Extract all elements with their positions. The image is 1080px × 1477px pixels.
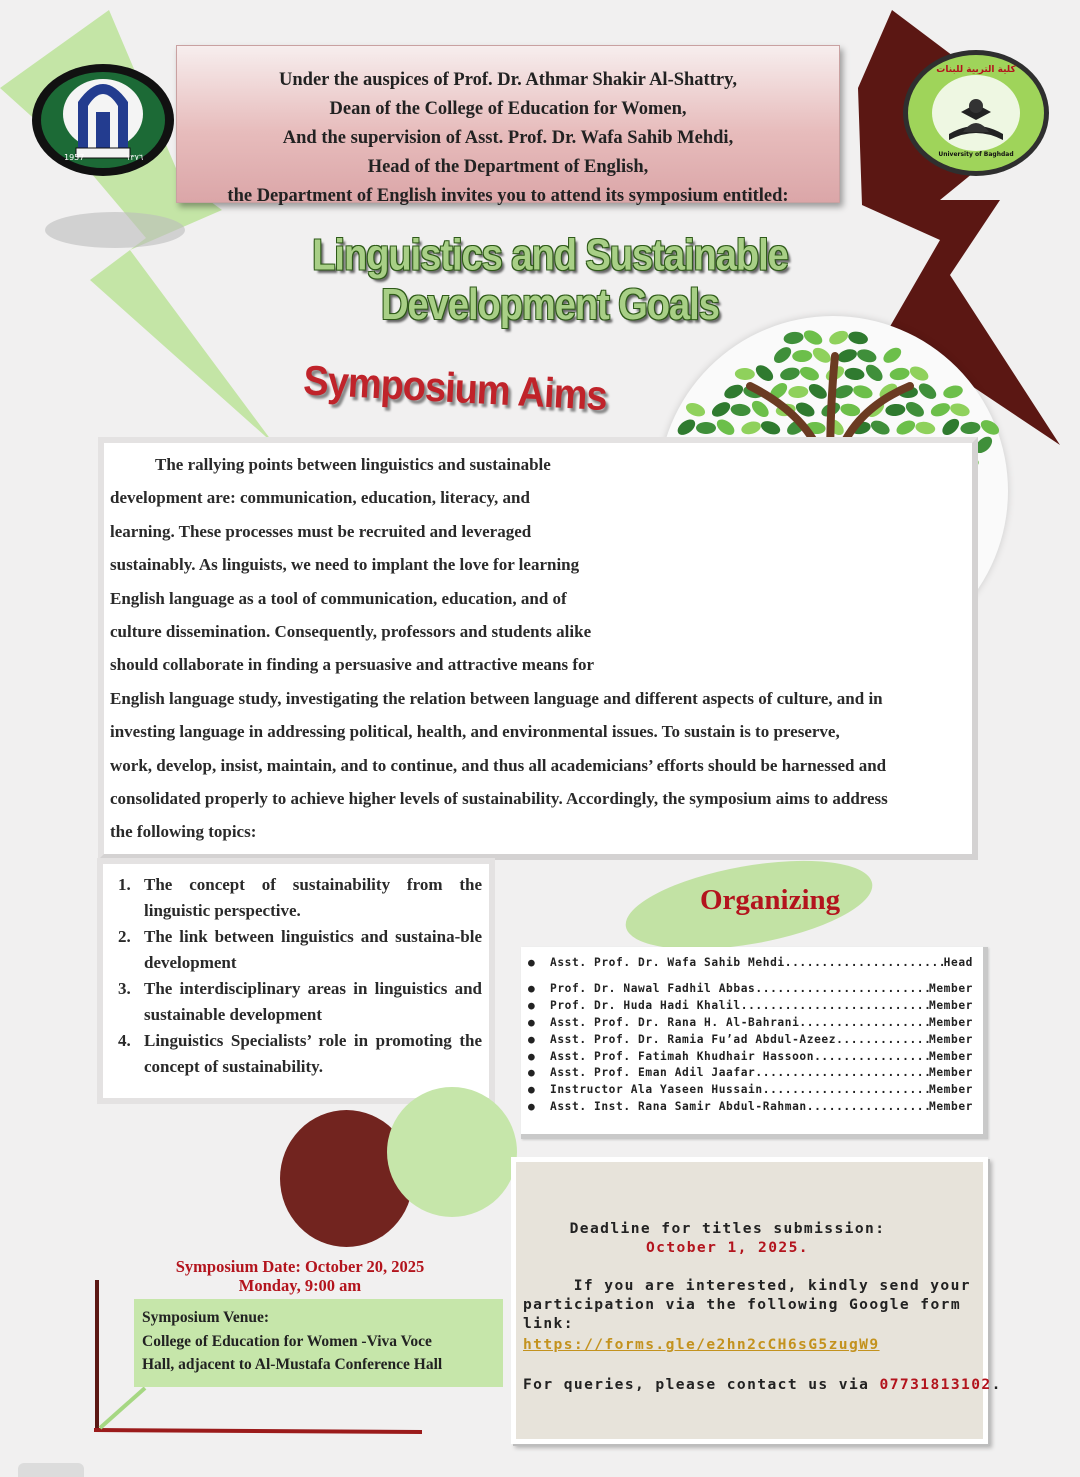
aims-heading: Symposium Aims: [302, 357, 608, 420]
aims-line: the following topics:: [110, 822, 257, 842]
tree-leaf: [810, 345, 833, 366]
corner-line-horizontal: [94, 1430, 422, 1432]
aims-paragraph: [110, 448, 970, 849]
venue-panel: [134, 1299, 503, 1387]
contact-phone[interactable]: 07731813102: [879, 1376, 992, 1393]
google-form-link[interactable]: https://forms.gle/e2hn2cCH6sG5zugW9: [523, 1336, 880, 1353]
aims-line: work, develop, insist, maintain, and to continue, and thus all academicians’ efforts should be harnessed and: [110, 755, 887, 775]
header-line: the Department of English invites you to attend its symposium entitled:: [227, 186, 789, 206]
aims-line: The rallying points between linguistics and sustainable: [155, 455, 551, 474]
tree-leaf: [779, 366, 801, 382]
aims-line: learning. These processes must be recruited and leveraged: [110, 521, 532, 541]
tree-leaf: [863, 362, 886, 385]
venue-line: College of Education for Women -Viva Voce: [142, 1332, 432, 1350]
topic-item: 2. The link between linguistics and sustaina-ble development: [118, 927, 482, 972]
committee-member: ● Prof. Dr. Nawal Fadhil Abbas ..... Member: [528, 981, 973, 998]
symposium-title: Linguistics and Sustainable Development Goals: [312, 231, 788, 330]
logo-shadow: [45, 212, 185, 248]
tree-leaf: [939, 416, 962, 438]
logo-english-bottom: University of Baghdad: [938, 151, 1014, 158]
deadline-date: October 1, 2025.: [646, 1239, 809, 1256]
bottom-tab: [18, 1463, 84, 1477]
logo-year-text: 1957: [64, 153, 85, 162]
committee-member: ● Asst. Inst. Rana Samir Abdul-Rahman ..... Member: [528, 1099, 973, 1116]
tree-leaf: [894, 418, 917, 438]
contact-prefix: For queries, please contact us via: [523, 1376, 870, 1393]
tree-leaf: [869, 418, 892, 438]
tree-leaf: [855, 347, 878, 365]
invitation-header: [176, 45, 840, 206]
venue-line: Hall, adjacent to Al-Mustafa Conference Hall: [142, 1356, 443, 1373]
tree-leaf: [885, 403, 906, 417]
header-line: Head of the Department of English,: [367, 157, 649, 177]
symposium-date: Symposium Date: October 20, 2025: [175, 1257, 425, 1276]
aims-line: English language as a tool of communication, education, and of: [110, 588, 567, 608]
invite-line: participation via the following Google form link:: [523, 1296, 962, 1332]
logo-arabic-year: ١٣٧٦: [126, 153, 144, 162]
tree-leaf: [788, 385, 809, 398]
tree-leaf: [914, 420, 936, 435]
topic-item: 1. The concept of sustainability from the linguistic perspective.: [118, 875, 482, 920]
aims-line: English language study, investigating the relation between language and different aspects of culture, and in: [110, 688, 883, 708]
tree-leaf: [949, 401, 972, 418]
committee-member: ● Asst. Prof. Eman Adil Jaafar ..... Member: [528, 1065, 973, 1082]
tree-leaf: [929, 401, 952, 419]
tree-leaf: [881, 345, 904, 366]
tree-leaf: [714, 416, 737, 438]
tree-leaf: [749, 398, 772, 420]
tree-leaf: [844, 367, 865, 381]
organizing-heading: Organizing: [700, 884, 841, 916]
logo-arabic-college: كلية التربية للبنات: [936, 65, 1016, 75]
aims-line: investing language in addressing political, health, and environmental issues. To sustain is to preserve,: [110, 722, 840, 742]
aims-line: development are: communication, education, literacy, and: [110, 488, 530, 508]
committee-member: ● Instructor Ala Yaseen Hussain ..... Member: [528, 1082, 973, 1099]
tree-leaf: [836, 347, 859, 365]
tree-leaf: [798, 364, 821, 383]
tree-leaf: [942, 383, 964, 400]
committee-member: ● Asst. Prof. Dr. Ramia Fu’ad Abdul-Azeez ..... Member: [528, 1032, 973, 1049]
tree-leaf: [783, 331, 804, 346]
tree-leaf: [889, 366, 911, 381]
committee-member: ● Asst. Prof. Dr. Rana H. Al-Bahrani ..... Member: [528, 1015, 973, 1032]
tree-leaf: [960, 421, 981, 435]
tree-leaf: [907, 364, 930, 384]
tree-leaf: [722, 382, 745, 401]
tree-leaf: [903, 399, 926, 420]
deadline-label: Deadline for titles submission:: [569, 1220, 886, 1237]
aims-line: should collaborate in finding a persuasive and attractive means for: [110, 655, 595, 675]
committee-member: ● Prof. Dr. Huda Hadi Khalil ..... Member: [528, 998, 973, 1015]
tree-leaf: [839, 402, 861, 418]
tree-leaf: [730, 403, 751, 417]
tree-leaf: [827, 328, 850, 347]
tree-leaf: [684, 400, 707, 419]
topics-list: [118, 872, 482, 1080]
tree-leaf: [847, 330, 869, 346]
tree-leaf: [735, 368, 755, 381]
tree-leaf: [696, 422, 716, 434]
tree-leaf: [753, 362, 776, 384]
header-line: Under the auspices of Prof. Dr. Athmar Shakir Al-Shattry,: [279, 70, 737, 90]
contact-line: [523, 1375, 1002, 1394]
tree-leaf: [709, 399, 732, 420]
symposium-time: Monday, 9:00 am: [238, 1276, 362, 1295]
tree-leaf: [759, 419, 782, 437]
corner-line-diagonal: [100, 1388, 145, 1428]
tree-leaf: [801, 327, 824, 347]
tree-leaf: [806, 381, 829, 402]
tree-leaf: [740, 419, 763, 436]
topic-item: 4. Linguistics Specialists’ role in promoting the concept of sustainability.: [118, 1031, 482, 1076]
invite-line: If you are interested, kindly send your: [573, 1277, 971, 1294]
header-line: Dean of the College of Education for Women,: [329, 99, 687, 119]
tree-leaf: [852, 383, 875, 400]
college-logo: [901, 48, 1051, 178]
contact-suffix: .: [991, 1376, 1002, 1393]
topic-item: 3. The interdisciplinary areas in linguistics and sustainable development: [118, 979, 482, 1024]
committee-list: [528, 955, 973, 1116]
tree-leaf: [792, 349, 813, 362]
tree-leaf: [675, 416, 698, 438]
committee-member: ● Asst. Prof. Fatimah Khudhair Hassoon ..... Member: [528, 1049, 973, 1066]
university-logo: [30, 62, 176, 178]
header-line: And the supervision of Asst. Prof. Dr. Wafa Sahib Mehdi,: [282, 128, 734, 148]
tree-leaf: [916, 380, 939, 402]
aims-line: consolidated properly to achieve higher levels of sustainability. Accordingly, the symposium aims to address: [110, 789, 888, 809]
tree-leaf: [978, 417, 1001, 438]
decorative-green-circle: [387, 1087, 517, 1217]
committee-member: ● Asst. Prof. Dr. Wafa Sahib Mehdi ..... Head: [528, 955, 973, 972]
venue-line: Symposium Venue:: [142, 1309, 270, 1326]
aims-line: culture dissemination. Consequently, professors and students alike: [110, 622, 592, 642]
aims-line: sustainably. As linguists, we need to implant the love for learning: [110, 555, 580, 575]
tree-leaf: [771, 344, 794, 366]
